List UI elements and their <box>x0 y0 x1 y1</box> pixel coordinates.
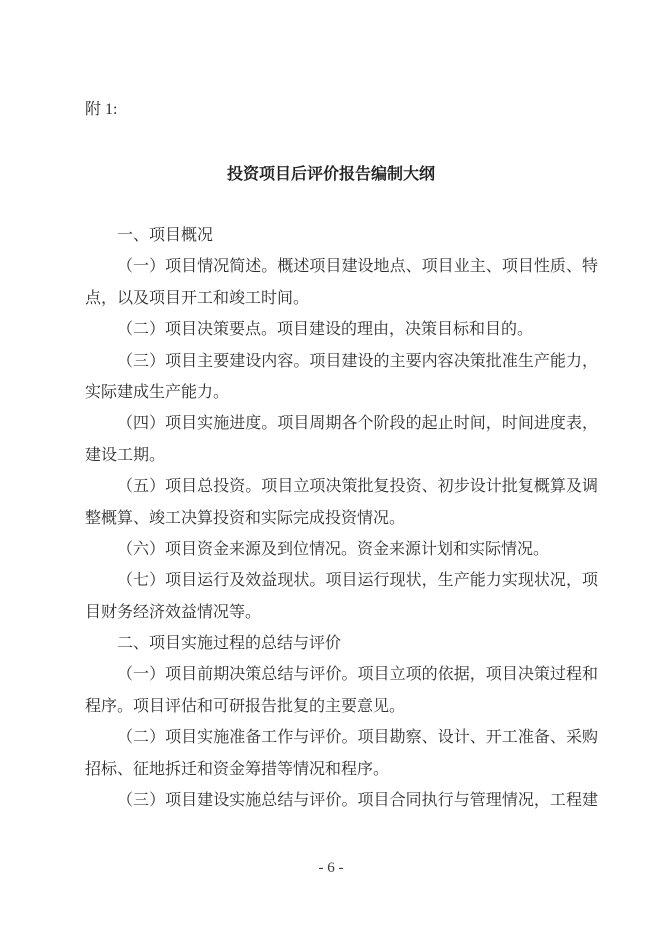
paragraph-line: 目财务经济效益情况等。 <box>85 603 262 621</box>
document-title: 投资项目后评价报告编制大纲 <box>226 166 435 183</box>
paragraph-line: 点，以及项目开工和竣工时间。 <box>85 289 310 307</box>
paragraph-line: （三）项目建设实施总结与评价。项目合同执行与管理情况，工程建 <box>117 792 598 810</box>
paragraph-line: （二）项目实施准备工作与评价。项目勘察、设计、开工准备、采购 <box>117 729 598 747</box>
paragraph-line: 一、项目概况 <box>117 227 214 244</box>
paragraph-line: 建设工期。 <box>85 446 166 464</box>
paragraph-line: 二、项目实施过程的总结与评价 <box>117 635 342 653</box>
attachment-label: 附 1: <box>85 101 118 118</box>
paragraph-line: （三）项目主要建设内容。项目建设的主要内容决策批准生产能力， <box>117 352 598 370</box>
paragraph-line: 招标、征地拆迁和资金筹措等情况和程序。 <box>85 760 390 778</box>
paragraph-line: （二）项目决策要点。项目建设的理由，决策目标和目的。 <box>117 321 534 339</box>
paragraph-line: （一）项目前期决策总结与评价。项目立项的依据，项目决策过程和 <box>117 666 598 684</box>
paragraph-line: 整概算、竣工决算投资和实际完成投资情况。 <box>85 509 406 527</box>
paragraph-line: （五）项目总投资。项目立项决策批复投资、初步设计批复概算及调 <box>117 478 598 496</box>
paragraph-line: （六）项目资金来源及到位情况。资金来源计划和实际情况。 <box>117 540 550 558</box>
paragraph-line: （四）项目实施进度。项目周期各个阶段的起止时间，时间进度表， <box>117 415 598 433</box>
paragraph-line: （一）项目情况简述。概述项目建设地点、项目业主、项目性质、特 <box>117 258 598 276</box>
paragraph-line: （七）项目运行及效益现状。项目运行现状，生产能力实现状况，项 <box>117 572 598 590</box>
paragraph-line: 程序。项目评估和可研报告批复的主要意见。 <box>85 697 406 715</box>
document-body <box>85 220 598 816</box>
paragraph-line: 实际建成生产能力。 <box>85 383 230 401</box>
page-number-footer: - 6 - <box>318 860 344 876</box>
